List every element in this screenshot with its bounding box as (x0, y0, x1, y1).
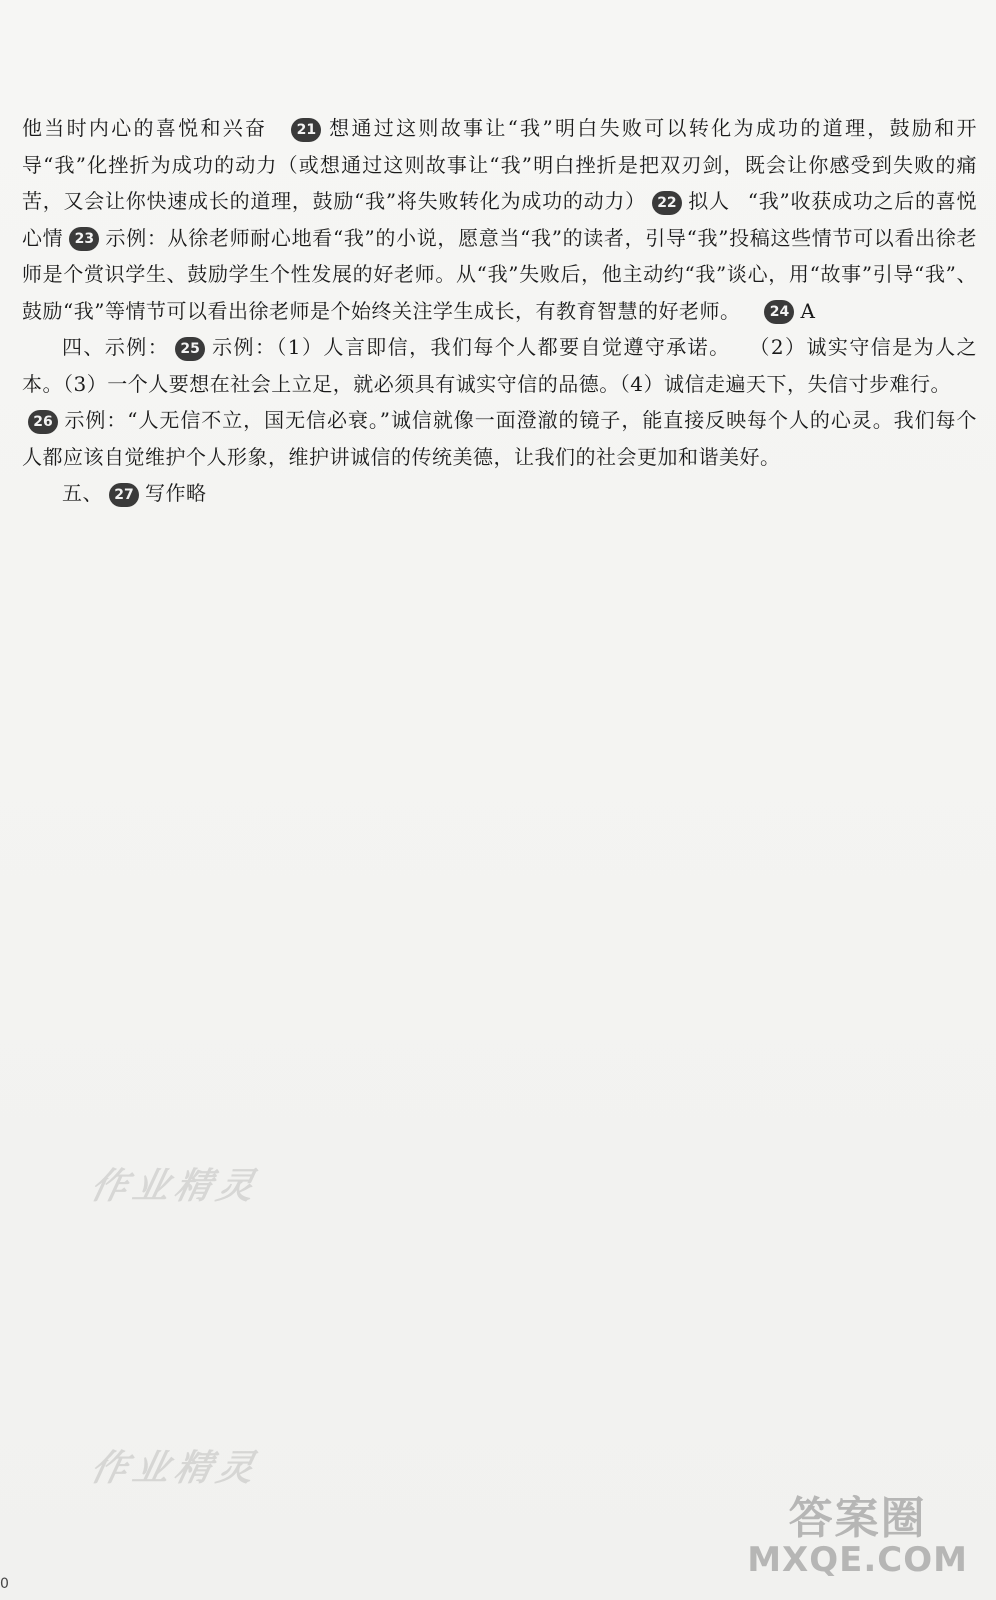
site-url-text: MXQE.COM (747, 1540, 968, 1580)
question-number-22: 22 (652, 191, 682, 215)
question-number-25: 25 (175, 337, 205, 361)
answer-21: 想通过这则故事让“我”明白失败可以转化为成功的道理，鼓励和开导“我”化挫折为成功的动力（或想通过这则故事让“我”明白挫折是把双刃剑，既会让你感受到失败的痛苦，又会让你快速成长的道理，鼓励“我”将失败转化为成功的动力） (22, 116, 978, 213)
section-5-paragraph (22, 475, 977, 512)
answer-paragraph-1 (22, 110, 977, 329)
answer-27: 写作略 (145, 481, 207, 505)
question-number-27: 27 (109, 483, 139, 507)
answer-24: A (800, 298, 816, 323)
question-number-21: 21 (291, 118, 321, 142)
section-4-paragraph (22, 329, 977, 402)
question-number-24: 24 (764, 300, 794, 324)
section-5-label: 五、 (62, 481, 103, 505)
question-number-23: 23 (69, 227, 99, 251)
section-4-label: 四、示例： (62, 335, 170, 359)
answer-26: 示例：“人无信不立，国无信必衰。”诚信就像一面澄澈的镜子，能直接反映每个人的心灵。我们每个人都应该自觉维护个人形象，维护讲诚信的传统美德，让我们的社会更加和谐美好。 (22, 408, 977, 469)
line1-lead: 他当时内心的喜悦和兴奋 (22, 116, 268, 140)
answer-26-paragraph (22, 402, 977, 475)
answer-25-a: 示例：（1）人言即信，我们每个人都要自觉遵守承诺。 (211, 335, 731, 359)
site-logo-text: 答案圈 (788, 1493, 927, 1544)
site-watermark-logo (747, 1493, 968, 1580)
answer-23: 示例：从徐老师耐心地看“我”的小说，愿意当“我”的读者，引导“我”投稿这些情节可以看出徐老师是个赏识学生、鼓励学生个性发展的好老师。从“我”失败后，他主动约“我”谈心，用“故事”引导“我”、鼓励“我”等情节可以看出徐老师是个始终关注学生成长，有教育智慧的好老师。 (22, 225, 978, 323)
question-number-26: 26 (28, 410, 58, 434)
answer-25-b: （2）诚实守信是为人之本。（3）一个人要想在社会上立足，就必须具有诚实守信的品德。（4）诚信走遍天下，失信寸步难行。 (22, 335, 977, 396)
page-number: 0 (0, 1576, 9, 1592)
watermark-text: 作业精灵 (87, 1166, 264, 1207)
answer-22-a: 拟人 (687, 189, 730, 213)
answer-content (22, 110, 977, 512)
answer-22-b: “我”收获成功之后的喜悦心情 (22, 189, 978, 250)
watermark-text: 作业精灵 (87, 1448, 264, 1489)
